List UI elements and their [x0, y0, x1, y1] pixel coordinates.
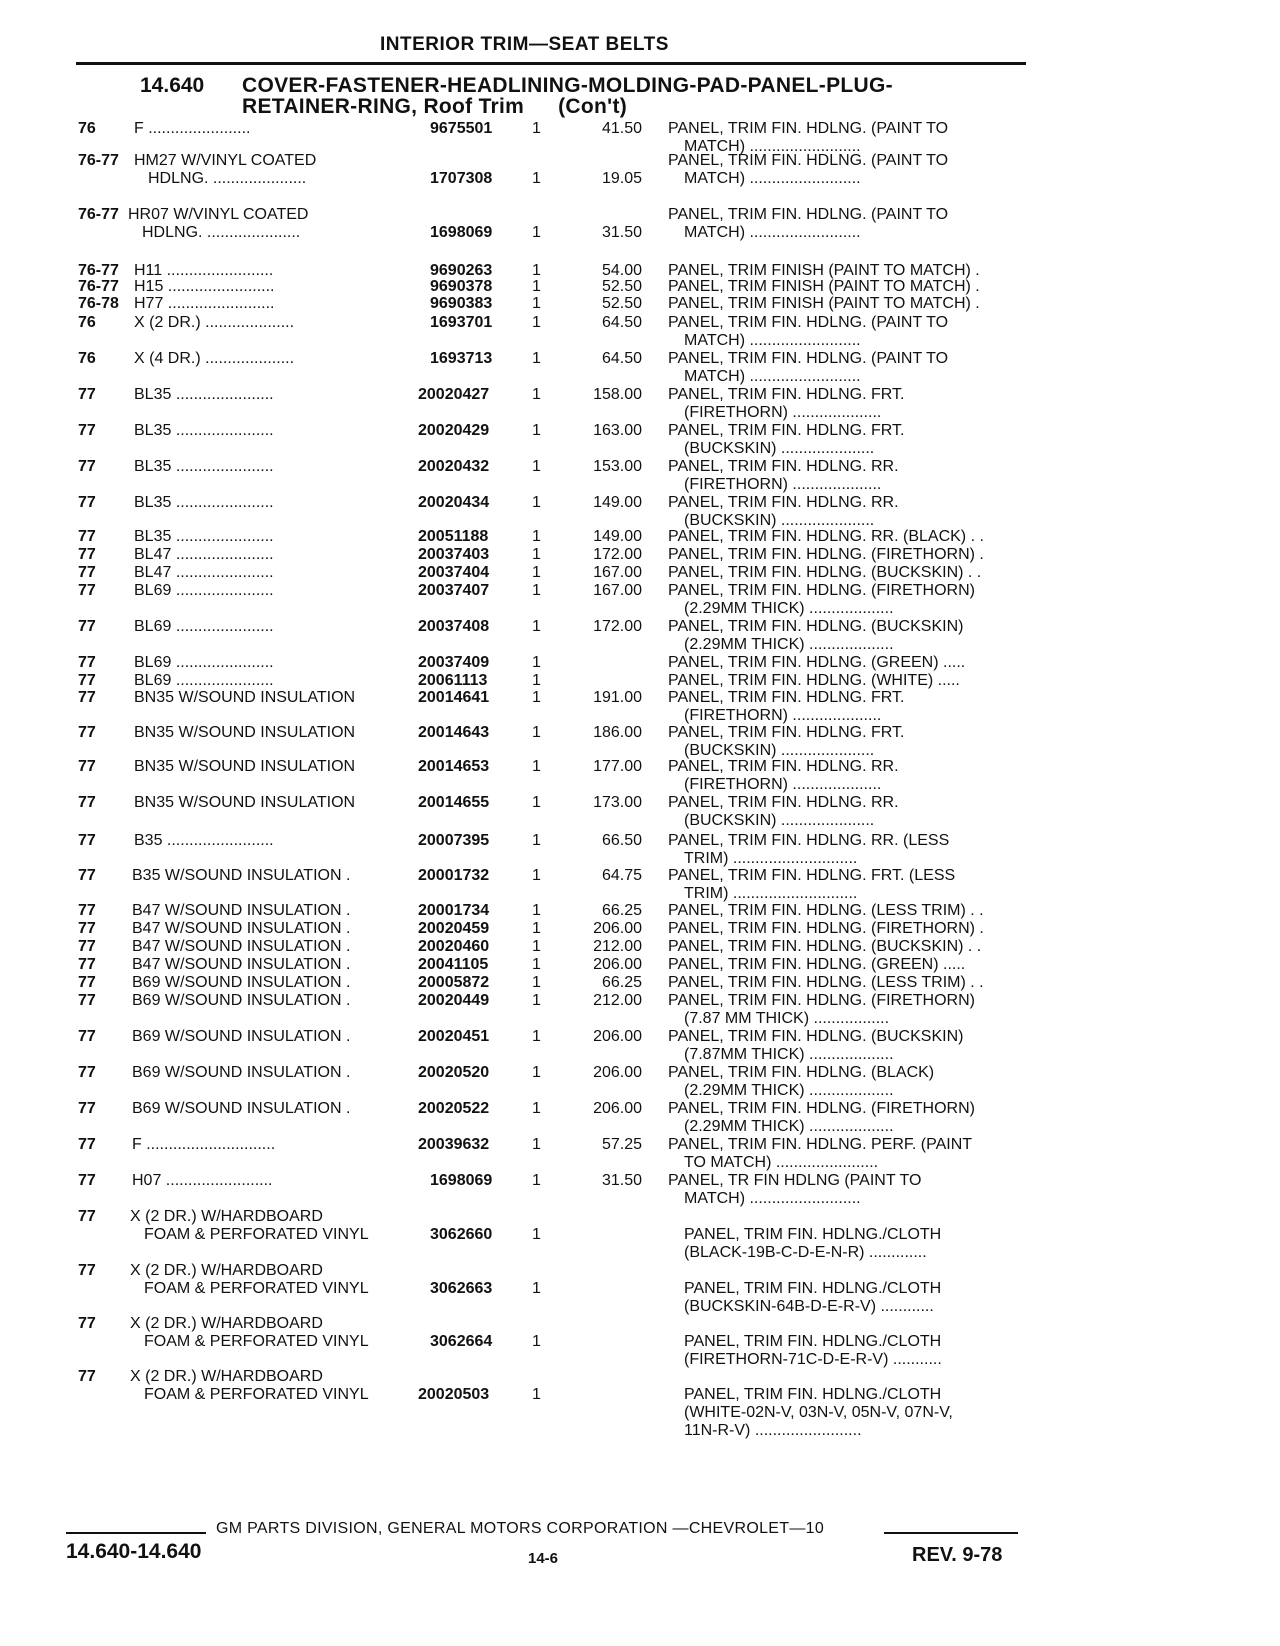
- quantity: 1: [532, 314, 541, 331]
- model-description: F .............................: [132, 1136, 276, 1153]
- list-price: 149.00: [593, 528, 642, 545]
- model-year: 77: [78, 724, 96, 741]
- quantity: 1: [532, 938, 541, 955]
- part-description-line: (FIRETHORN) ....................: [684, 707, 882, 724]
- model-description: HM27 W/VINYL COATED: [134, 152, 317, 169]
- part-description-line: TRIM) ............................: [684, 885, 858, 902]
- list-price: 172.00: [593, 546, 642, 563]
- model-year: 77: [78, 618, 96, 635]
- list-price: 177.00: [593, 758, 642, 775]
- model-description: BL69 ......................: [134, 672, 274, 689]
- part-number: 9675501: [430, 120, 493, 137]
- part-number: 20020522: [418, 1100, 490, 1117]
- part-description-line: PANEL, TRIM FIN. HDLNG. (PAINT TO: [668, 120, 949, 137]
- part-number: 20001732: [418, 867, 490, 884]
- part-number: 9690383: [430, 295, 493, 312]
- part-number: 20020503: [418, 1386, 490, 1403]
- part-number: 1693713: [430, 350, 493, 367]
- list-price: 66.25: [601, 902, 642, 919]
- part-description-line: PANEL, TRIM FIN. HDLNG. (FIRETHORN): [668, 992, 975, 1009]
- quantity: 1: [532, 262, 541, 279]
- part-description-line: PANEL, TRIM FIN. HDLNG. (BLACK): [668, 1064, 935, 1081]
- list-price: 19.05: [601, 170, 642, 187]
- part-description-line: (2.29MM THICK) ...................: [684, 600, 894, 617]
- part-description-line: PANEL, TR FIN HDLNG (PAINT TO: [668, 1172, 922, 1189]
- model-description: BN35 W/SOUND INSULATION: [134, 689, 356, 706]
- model-year: 76-77: [78, 152, 119, 169]
- part-description-line: PANEL, TRIM FIN. HDLNG./CLOTH: [684, 1386, 942, 1403]
- quantity: 1: [532, 672, 541, 689]
- part-number: 3062664: [430, 1333, 493, 1350]
- model-description: B47 W/SOUND INSULATION .: [132, 902, 351, 919]
- model-description: H11 ........................: [134, 262, 274, 279]
- part-description-line: 11N-R-V) ........................: [684, 1422, 862, 1439]
- part-description-line: PANEL, TRIM FIN. HDLNG. (PAINT TO: [668, 152, 949, 169]
- model-year: 77: [78, 992, 96, 1009]
- part-description-line: PANEL, TRIM FIN. HDLNG. FRT.: [668, 689, 905, 706]
- part-description-line: PANEL, TRIM FIN. HDLNG. FRT.: [668, 724, 905, 741]
- list-price: 64.50: [601, 314, 642, 331]
- part-number: 9690378: [430, 278, 493, 295]
- part-description-line: (FIRETHORN) ....................: [684, 776, 882, 793]
- part-description-line: (FIRETHORN-71C-D-E-R-V) ...........: [684, 1351, 942, 1368]
- quantity: 1: [532, 350, 541, 367]
- part-number: 20020451: [418, 1028, 490, 1045]
- part-number: 20061113: [418, 672, 488, 689]
- part-description-line: PANEL, TRIM FIN. HDLNG. (FIRETHORN) .: [668, 546, 984, 563]
- part-number: 1698069: [430, 1172, 493, 1189]
- part-description-line: PANEL, TRIM FIN. HDLNG. RR.: [668, 794, 899, 811]
- model-description: X (2 DR.) W/HARDBOARD: [130, 1262, 323, 1279]
- list-price: 172.00: [593, 618, 642, 635]
- part-description-line: (FIRETHORN) ....................: [684, 476, 882, 493]
- model-year: 77: [78, 902, 96, 919]
- part-number: 1707308: [430, 170, 493, 187]
- part-description-line: MATCH) .........................: [684, 224, 861, 241]
- model-description: H77 ........................: [134, 295, 275, 312]
- quantity: 1: [532, 528, 541, 545]
- model-year: 77: [78, 1262, 96, 1279]
- part-description-line: PANEL, TRIM FIN. HDLNG. (GREEN) .....: [668, 654, 966, 671]
- model-description: B69 W/SOUND INSULATION .: [132, 974, 351, 991]
- part-number: 20014641: [418, 689, 490, 706]
- quantity: 1: [532, 902, 541, 919]
- model-year: 77: [78, 528, 96, 545]
- part-description-line: PANEL, TRIM FIN. HDLNG. FRT.: [668, 386, 905, 403]
- footer-index: 14.640-14.640: [66, 1540, 202, 1563]
- part-description-line: PANEL, TRIM FIN. HDLNG. RR.: [668, 458, 899, 475]
- quantity: 1: [532, 992, 541, 1009]
- quantity: 1: [532, 494, 541, 511]
- model-description: BL35 ......................: [134, 528, 274, 545]
- model-description: B35 W/SOUND INSULATION .: [132, 867, 351, 884]
- model-description: BL69 ......................: [134, 582, 274, 599]
- quantity: 1: [532, 1064, 541, 1081]
- part-description-line: PANEL, TRIM FIN. HDLNG. (BUCKSKIN): [668, 1028, 964, 1045]
- part-description-line: (BUCKSKIN) .....................: [684, 812, 875, 829]
- list-price: 186.00: [593, 724, 642, 741]
- quantity: 1: [532, 295, 541, 312]
- list-price: 52.50: [601, 278, 642, 295]
- revision: REV. 9-78: [912, 1544, 1003, 1566]
- model-year: 77: [78, 1368, 96, 1385]
- list-price: 64.75: [601, 867, 642, 884]
- part-description-line: PANEL, TRIM FIN. HDLNG. (BUCKSKIN): [668, 618, 964, 635]
- model-description: B47 W/SOUND INSULATION .: [132, 956, 351, 973]
- part-description-line: PANEL, TRIM FINISH (PAINT TO MATCH) .: [668, 278, 980, 295]
- part-description-line: PANEL, TRIM FIN. HDLNG. (FIRETHORN): [668, 1100, 975, 1117]
- part-number: 20020432: [418, 458, 490, 475]
- model-year: 77: [78, 956, 96, 973]
- model-year: 77: [78, 386, 96, 403]
- model-year: 77: [78, 564, 96, 581]
- quantity: 1: [532, 564, 541, 581]
- quantity: 1: [532, 386, 541, 403]
- part-description-line: PANEL, TRIM FIN. HDLNG. (LESS TRIM) . .: [668, 974, 984, 991]
- list-price: 206.00: [593, 1064, 642, 1081]
- quantity: 1: [532, 170, 541, 187]
- part-description-line: TO MATCH) .......................: [684, 1154, 879, 1171]
- model-year: 77: [78, 832, 96, 849]
- part-number: 20020427: [418, 386, 490, 403]
- part-description-line: PANEL, TRIM FIN. HDLNG. (FIRETHORN) .: [668, 920, 984, 937]
- part-description-line: PANEL, TRIM FIN. HDLNG. RR.: [668, 494, 899, 511]
- list-price: 54.00: [601, 262, 642, 279]
- model-year: 76: [78, 350, 96, 367]
- part-number: 20051188: [418, 528, 489, 545]
- part-number: 20041105: [418, 956, 489, 973]
- part-number: 20001734: [418, 902, 490, 919]
- part-description-line: PANEL, TRIM FIN. HDLNG. (PAINT TO: [668, 314, 949, 331]
- section-heading-text: RETAINER-RING, Roof Trim: [242, 95, 525, 118]
- part-description-line: PANEL, TRIM FINISH (PAINT TO MATCH) .: [668, 262, 980, 279]
- quantity: 1: [532, 654, 541, 671]
- list-price: 212.00: [593, 938, 642, 955]
- quantity: 1: [532, 1100, 541, 1117]
- part-description-line: (7.87MM THICK) ...................: [684, 1046, 894, 1063]
- part-description-line: (BUCKSKIN) .....................: [684, 512, 875, 529]
- part-number: 20037407: [418, 582, 490, 599]
- list-price: 149.00: [593, 494, 642, 511]
- model-year: 77: [78, 546, 96, 563]
- quantity: 1: [532, 278, 541, 295]
- model-description: X (2 DR.) W/HARDBOARD: [130, 1208, 323, 1225]
- model-year: 77: [78, 1100, 96, 1117]
- part-description-line: (BLACK-19B-C-D-E-N-R) .............: [684, 1244, 927, 1261]
- part-description-line: PANEL, TRIM FIN. HDLNG. (LESS TRIM) . .: [668, 902, 984, 919]
- part-description-line: (FIRETHORN) ....................: [684, 404, 882, 421]
- model-year: 76-77: [78, 262, 119, 279]
- part-number: 3062660: [430, 1226, 493, 1243]
- part-number: 20020520: [418, 1064, 490, 1081]
- model-year: 77: [78, 1172, 96, 1189]
- list-price: 64.50: [601, 350, 642, 367]
- model-description: B69 W/SOUND INSULATION .: [132, 1064, 351, 1081]
- quantity: 1: [532, 546, 541, 563]
- list-price: 206.00: [593, 1100, 642, 1117]
- quantity: 1: [532, 689, 541, 706]
- quantity: 1: [532, 794, 541, 811]
- model-year: 77: [78, 758, 96, 775]
- quantity: 1: [532, 832, 541, 849]
- quantity: 1: [532, 758, 541, 775]
- model-description-cont: FOAM & PERFORATED VINYL: [144, 1280, 369, 1297]
- list-price: 206.00: [593, 1028, 642, 1045]
- part-description-line: PANEL, TRIM FIN. HDLNG. (FIRETHORN): [668, 582, 975, 599]
- model-description: H15 ........................: [134, 278, 275, 295]
- model-description: B69 W/SOUND INSULATION .: [132, 1028, 351, 1045]
- list-price: 163.00: [593, 422, 642, 439]
- list-price: 191.00: [593, 689, 642, 706]
- model-year: 76-77: [78, 206, 119, 223]
- part-description-line: PANEL, TRIM FIN. HDLNG. (GREEN) .....: [668, 956, 966, 973]
- footer-rule-right: [884, 1532, 1018, 1534]
- quantity: 1: [532, 1386, 541, 1403]
- part-number: 20005872: [418, 974, 490, 991]
- model-description-cont: FOAM & PERFORATED VINYL: [144, 1333, 369, 1350]
- model-description: X (2 DR.) W/HARDBOARD: [130, 1315, 323, 1332]
- model-description-cont: FOAM & PERFORATED VINYL: [144, 1386, 369, 1403]
- model-year: 77: [78, 1208, 96, 1225]
- model-year: 77: [78, 672, 96, 689]
- model-description-cont: HDLNG. .....................: [142, 224, 301, 241]
- model-description: HR07 W/VINYL COATED: [128, 206, 309, 223]
- page-number: 14-6: [528, 1550, 559, 1567]
- model-description: BL35 ......................: [134, 458, 274, 475]
- list-price: 31.50: [601, 224, 642, 241]
- footer-text: GM PARTS DIVISION, GENERAL MOTORS CORPORATION —CHEVROLET—10: [216, 1520, 825, 1537]
- quantity: 1: [532, 1028, 541, 1045]
- part-description-line: PANEL, TRIM FIN. HDLNG. (PAINT TO: [668, 206, 949, 223]
- model-year: 77: [78, 458, 96, 475]
- model-description: X (4 DR.) ....................: [134, 350, 295, 367]
- model-year: 77: [78, 1028, 96, 1045]
- model-description: BN35 W/SOUND INSULATION: [134, 724, 356, 741]
- list-price: 206.00: [593, 920, 642, 937]
- part-number: 20037409: [418, 654, 490, 671]
- part-description-line: PANEL, TRIM FIN. HDLNG. FRT.: [668, 422, 905, 439]
- list-price: 167.00: [593, 564, 642, 581]
- model-description-cont: FOAM & PERFORATED VINYL: [144, 1226, 369, 1243]
- model-year: 77: [78, 1315, 96, 1332]
- part-number: 20037404: [418, 564, 490, 581]
- quantity: 1: [532, 582, 541, 599]
- list-price: 158.00: [593, 386, 642, 403]
- model-description: B47 W/SOUND INSULATION .: [132, 938, 351, 955]
- part-description-line: PANEL, TRIM FIN. HDLNG. RR. (LESS: [668, 832, 950, 849]
- model-year: 77: [78, 920, 96, 937]
- part-number: 20037408: [418, 618, 490, 635]
- part-description-line: MATCH) .........................: [684, 170, 861, 187]
- part-description-line: PANEL, TRIM FIN. HDLNG. RR.: [668, 758, 899, 775]
- part-description-line: MATCH) .........................: [684, 368, 861, 385]
- part-description-line: (WHITE-02N-V, 03N-V, 05N-V, 07N-V,: [684, 1404, 953, 1421]
- part-description-line: PANEL, TRIM FIN. HDLNG. (BUCKSKIN) . .: [668, 564, 982, 581]
- part-number: 20020429: [418, 422, 490, 439]
- model-description-cont: HDLNG. .....................: [148, 170, 307, 187]
- part-number: 20020459: [418, 920, 490, 937]
- list-price: 31.50: [601, 1172, 642, 1189]
- part-description-line: PANEL, TRIM FIN. HDLNG. (WHITE) .....: [668, 672, 960, 689]
- model-description: BL35 ......................: [134, 494, 274, 511]
- quantity: 1: [532, 618, 541, 635]
- quantity: 1: [532, 224, 541, 241]
- model-year: 77: [78, 938, 96, 955]
- part-number: 20020434: [418, 494, 490, 511]
- footer-rule-left: [66, 1532, 206, 1534]
- model-year: 76: [78, 120, 96, 137]
- part-number: 20007395: [418, 832, 490, 849]
- part-number: 20014655: [418, 794, 490, 811]
- quantity: 1: [532, 422, 541, 439]
- list-price: 153.00: [593, 458, 642, 475]
- model-description: BL69 ......................: [134, 618, 274, 635]
- part-description-line: PANEL, TRIM FIN. HDLNG./CLOTH: [684, 1280, 942, 1297]
- model-description: BL47 ......................: [134, 546, 274, 563]
- part-number: 3062663: [430, 1280, 493, 1297]
- list-price: 173.00: [593, 794, 642, 811]
- model-year: 76-77: [78, 278, 119, 295]
- part-description-line: MATCH) .........................: [684, 138, 861, 155]
- model-description: H07 ........................: [132, 1172, 273, 1189]
- part-description-line: PANEL, TRIM FIN. HDLNG. FRT. (LESS: [668, 867, 956, 884]
- model-description: BN35 W/SOUND INSULATION: [134, 758, 356, 775]
- list-price: 66.25: [601, 974, 642, 991]
- quantity: 1: [532, 1333, 541, 1350]
- part-description-line: PANEL, TRIM FIN. HDLNG. RR. (BLACK) . .: [668, 528, 984, 545]
- section-heading-line1: COVER-FASTENER-HEADLINING-MOLDING-PAD-PANEL-PLUG-: [242, 74, 893, 97]
- model-year: 77: [78, 974, 96, 991]
- part-number: 9690263: [430, 262, 493, 279]
- list-price: 66.50: [601, 832, 642, 849]
- quantity: 1: [532, 1226, 541, 1243]
- list-price: 206.00: [593, 956, 642, 973]
- continued-label: (Con't): [558, 95, 628, 118]
- part-number: 1698069: [430, 224, 493, 241]
- model-description: B69 W/SOUND INSULATION .: [132, 1100, 351, 1117]
- model-year: 77: [78, 1136, 96, 1153]
- model-description: BL69 ......................: [134, 654, 274, 671]
- part-number: 20039632: [418, 1136, 490, 1153]
- quantity: 1: [532, 1280, 541, 1297]
- model-year: 77: [78, 689, 96, 706]
- model-year: 76: [78, 314, 96, 331]
- part-description-line: PANEL, TRIM FIN. HDLNG. (PAINT TO: [668, 350, 949, 367]
- quantity: 1: [532, 1136, 541, 1153]
- quantity: 1: [532, 458, 541, 475]
- part-description-line: (BUCKSKIN-64B-D-E-R-V) ............: [684, 1298, 934, 1315]
- part-description-line: PANEL, TRIM FIN. HDLNG./CLOTH: [684, 1226, 942, 1243]
- list-price: 57.25: [601, 1136, 642, 1153]
- list-price: 212.00: [593, 992, 642, 1009]
- quantity: 1: [532, 1172, 541, 1189]
- model-description: B47 W/SOUND INSULATION .: [132, 920, 351, 937]
- list-price: 52.50: [601, 295, 642, 312]
- quantity: 1: [532, 120, 541, 137]
- part-description-line: (2.29MM THICK) ...................: [684, 636, 894, 653]
- section-number: 14.640: [140, 74, 205, 97]
- model-year: 77: [78, 494, 96, 511]
- model-year: 77: [78, 422, 96, 439]
- part-description-line: MATCH) .........................: [684, 1190, 861, 1207]
- page-title: INTERIOR TRIM—SEAT BELTS: [380, 34, 669, 55]
- quantity: 1: [532, 956, 541, 973]
- model-description: B35 ........................: [134, 832, 274, 849]
- list-price: 41.50: [601, 120, 642, 137]
- part-description-line: PANEL, TRIM FIN. HDLNG./CLOTH: [684, 1333, 942, 1350]
- part-description-line: MATCH) .........................: [684, 332, 861, 349]
- part-description-line: PANEL, TRIM FIN. HDLNG. (BUCKSKIN) . .: [668, 938, 982, 955]
- part-description-line: PANEL, TRIM FIN. HDLNG. PERF. (PAINT: [668, 1136, 973, 1153]
- model-year: 77: [78, 654, 96, 671]
- part-number: 1693701: [430, 314, 493, 331]
- model-description: BL35 ......................: [134, 422, 274, 439]
- list-price: 167.00: [593, 582, 642, 599]
- model-year: 77: [78, 582, 96, 599]
- part-number: 20014643: [418, 724, 490, 741]
- part-description-line: (BUCKSKIN) .....................: [684, 742, 875, 759]
- part-description-line: PANEL, TRIM FINISH (PAINT TO MATCH) .: [668, 295, 980, 312]
- model-description: X (2 DR.) W/HARDBOARD: [130, 1368, 323, 1385]
- model-description: BN35 W/SOUND INSULATION: [134, 794, 356, 811]
- part-number: 20020449: [418, 992, 490, 1009]
- part-description-line: (2.29MM THICK) ...................: [684, 1082, 894, 1099]
- part-description-line: TRIM) ............................: [684, 850, 858, 867]
- model-description: BL35 ......................: [134, 386, 274, 403]
- model-year: 77: [78, 1064, 96, 1081]
- model-year: 77: [78, 867, 96, 884]
- part-description-line: (7.87 MM THICK) .................: [684, 1010, 890, 1027]
- model-description: F .......................: [134, 120, 251, 137]
- part-number: 20037403: [418, 546, 490, 563]
- quantity: 1: [532, 974, 541, 991]
- part-number: 20014653: [418, 758, 490, 775]
- quantity: 1: [532, 920, 541, 937]
- quantity: 1: [532, 867, 541, 884]
- part-number: 20020460: [418, 938, 490, 955]
- quantity: 1: [532, 724, 541, 741]
- part-description-line: (BUCKSKIN) .....................: [684, 440, 875, 457]
- part-description-line: (2.29MM THICK) ...................: [684, 1118, 894, 1135]
- model-description: B69 W/SOUND INSULATION .: [132, 992, 351, 1009]
- model-description: BL47 ......................: [134, 564, 274, 581]
- model-year: 77: [78, 794, 96, 811]
- model-year: 76-78: [78, 295, 119, 312]
- model-description: X (2 DR.) ....................: [134, 314, 295, 331]
